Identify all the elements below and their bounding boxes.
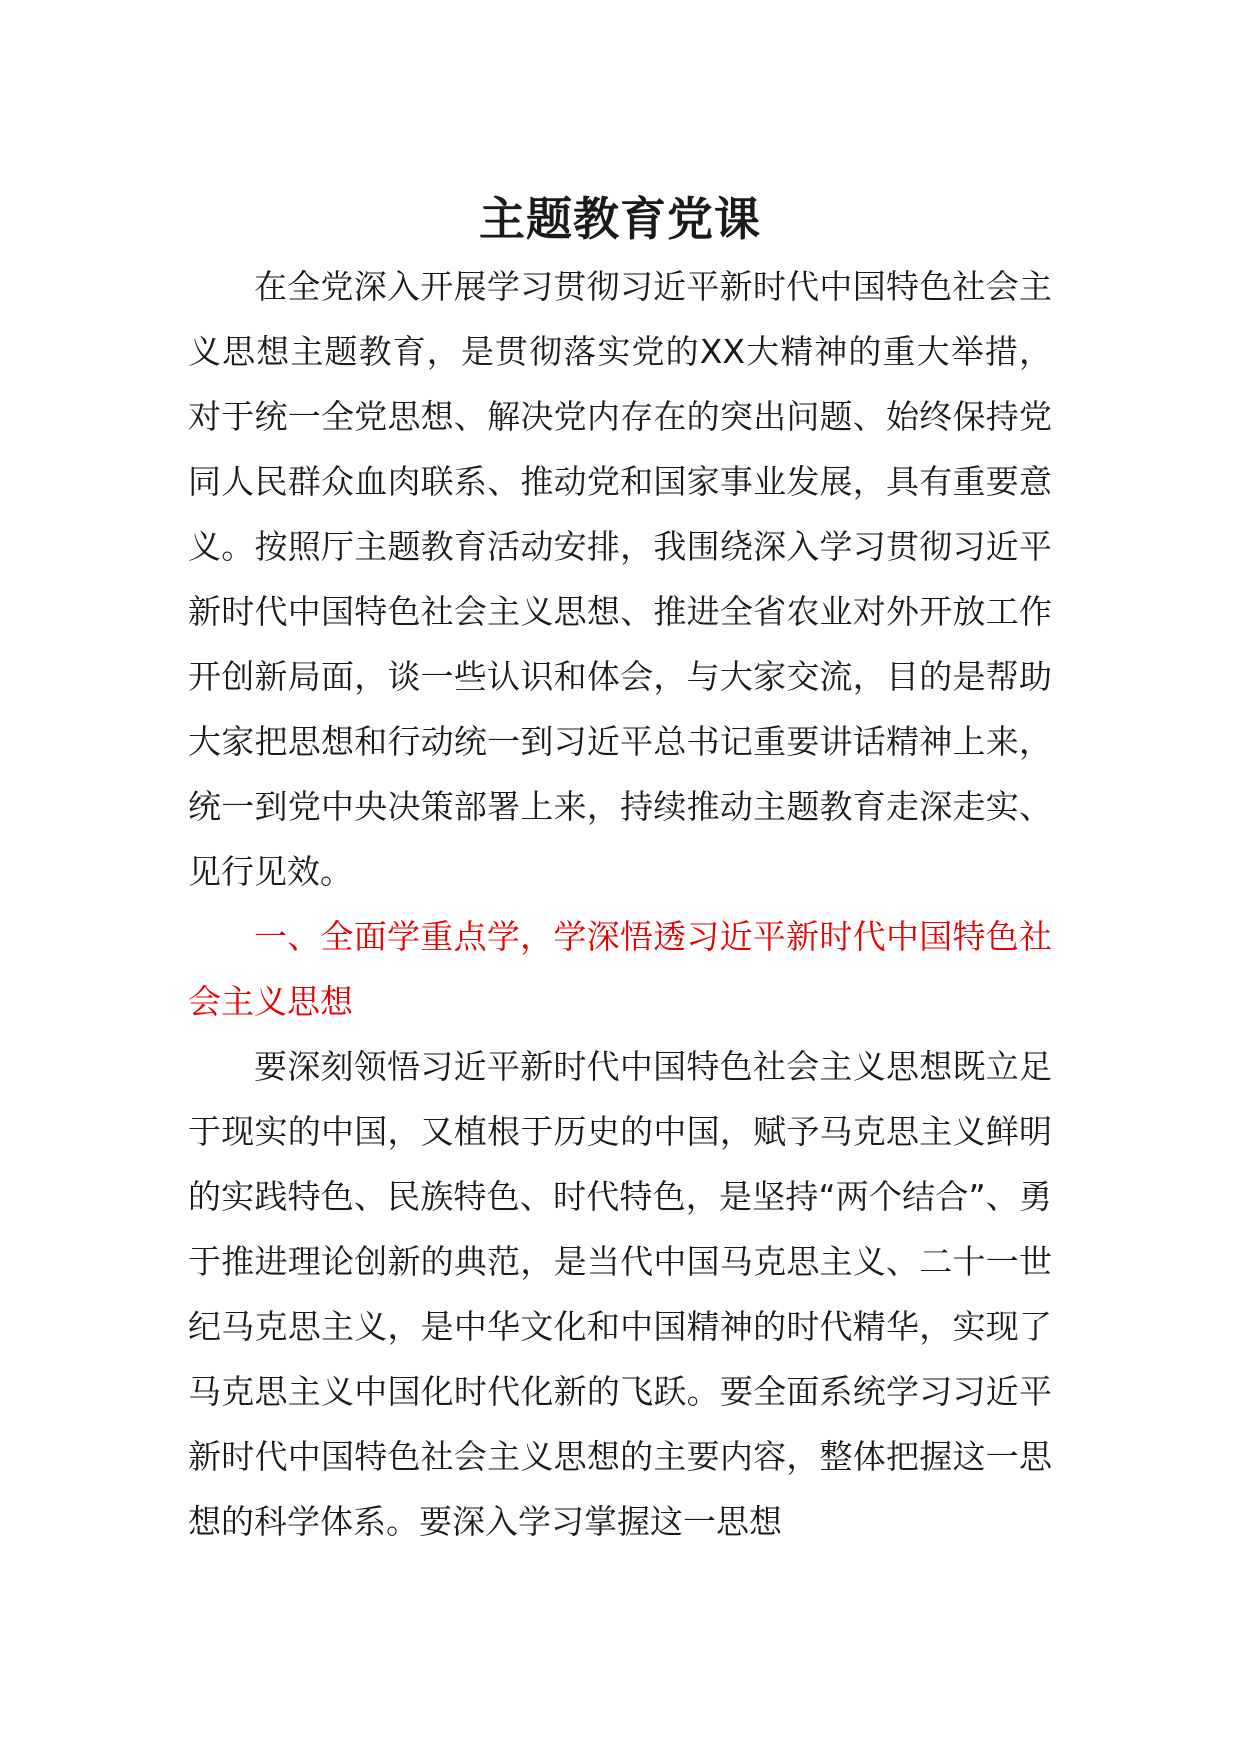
document-title: 主题教育党课 xyxy=(479,192,761,246)
intro-paragraph: 在全党深入开展学习贯彻习近平新时代中国特色社会主义思想主题教育，是贯彻落实党的XX大精神的重大举措，对于统一全党思想、解决党内存在的突出问题、始终保持党同人民群众血肉联系、推动党和国家事业发展，具有重要意义。按照厅主题教育活动安排，我围绕深入学习贯彻习近平新时代中国特色社会主义思想、推进全省农业对外开放工作开创新局面，谈一些认识和体会，与大家交流，目的是帮助大家把思想和行动统一到习近平总书记重要讲话精神上来，统一到党中央决策部署上来，持续推动主题教育走深走实、见行见效。 xyxy=(188,267,1052,891)
section-1-paragraph: 要深刻领悟习近平新时代中国特色社会主义思想既立足于现实的中国，又植根于历史的中国，赋予马克思主义鲜明的实践特色、民族特色、时代特色，是坚持“两个结合”、勇于推进理论创新的典范，是当代中国马克思主义、二十一世纪马克思主义，是中华文化和中国精神的时代精华，实现了马克思主义中国化时代化新的飞跃。要全面系统学习习近平新时代中国特色社会主义思想的主要内容，整体把握这一思想的科学体系。要深入学习掌握这一思想 xyxy=(188,1047,1052,1541)
document-page xyxy=(188,190,1052,1554)
section-heading-1: 一、全面学重点学，学深悟透习近平新时代中国特色社会主义思想 xyxy=(188,917,1052,1021)
